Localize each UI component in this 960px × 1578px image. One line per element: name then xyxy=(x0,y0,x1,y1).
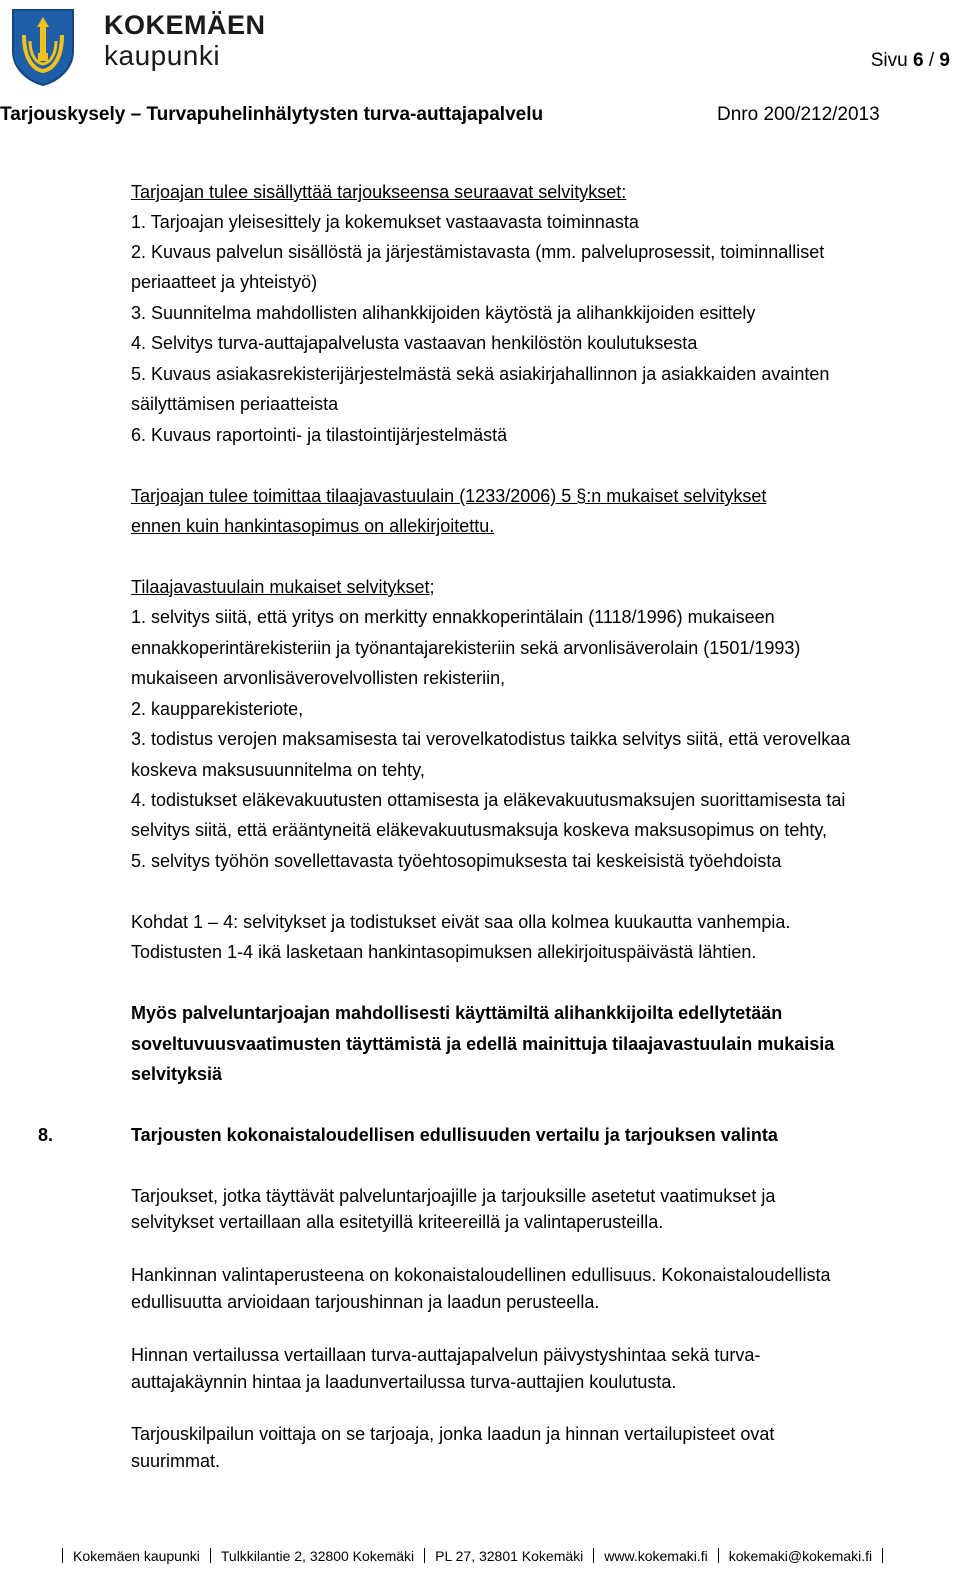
paragraph-line: Todistusten 1-4 ikä lasketaan hankintasopimuksen allekirjoituspäivästä lähtien. xyxy=(131,942,757,962)
paragraph-line: ennakkoperintärekisteriin ja työnantajarekisteriin sekä arvonlisäverolain (1501/1993) xyxy=(131,638,801,658)
paragraph-line: edullisuutta arvioidaan tarjoushinnan ja laadun perusteella. xyxy=(131,1292,600,1312)
paragraph-line: Tarjoukset, jotka täyttävät palveluntarjoajille ja tarjouksille asetetut vaatimukset ja xyxy=(131,1186,776,1206)
document-number: Dnro 200/212/2013 xyxy=(717,104,880,125)
paragraph-line: 5. selvitys työhön sovellettavasta työehtosopimuksesta tai keskeisistä työehdoista xyxy=(131,851,782,871)
paragraph-line: selvitys siitä, että erääntyneitä eläkevakuutusmaksuja koskeva maksusopimus on tehty, xyxy=(131,820,828,840)
paragraph-line: 4. todistukset eläkevakuutusten ottamisesta ja eläkevakuutusmaksujen suorittamisesta tai xyxy=(131,790,846,810)
paragraph-line: 4. Selvitys turva-auttajapalvelusta vastaavan henkilöstön koulutuksesta xyxy=(131,333,698,353)
brand-subtitle: kaupunki xyxy=(104,40,221,71)
paragraph-line: Kohdat 1 – 4: selvitykset ja todistukset eivät saa olla kolmea kuukautta vanhempia. xyxy=(131,912,791,932)
footer-email: kokemaki@kokemaki.fi xyxy=(728,1548,873,1564)
footer-address: Tulkkilantie 2, 32800 Kokemäki xyxy=(220,1548,415,1564)
paragraph-line: ennen kuin hankintasopimus on allekirjoitettu. xyxy=(131,516,495,536)
paragraph-line: 1. Tarjoajan yleisesittely ja kokemukset vastaavasta toiminnasta xyxy=(131,212,639,232)
footer-org: Kokemäen kaupunki xyxy=(73,1548,200,1564)
paragraph-line: Tarjouskilpailun voittaja on se tarjoaja, jonka laadun ja hinnan vertailupisteet ovat xyxy=(131,1424,775,1444)
paragraph-line: Myös palveluntarjoajan mahdollisesti käyttämiltä alihankkijoilta edellytetään xyxy=(131,1003,783,1023)
paragraph-line: auttajakäynnin hintaa ja laadunvertailussa turva-auttajien koulutusta. xyxy=(131,1372,677,1392)
paragraph-line: Hinnan vertailussa vertaillaan turva-auttajapalvelun päivystyshintaa sekä turva- xyxy=(131,1345,761,1365)
paragraph-line: suurimmat. xyxy=(131,1451,221,1471)
paragraph-line: 3. Suunnitelma mahdollisten alihankkijoiden käytöstä ja alihankkijoiden esittely xyxy=(131,303,756,323)
paragraph-line: Tarjoajan tulee toimittaa tilaajavastuulain (1233/2006) 5 §:n mukaiset selvitykset xyxy=(131,486,767,506)
paragraph-line: koskeva maksusuunnitelma on tehty, xyxy=(131,760,425,780)
paragraph-line: 5. Kuvaus asiakasrekisterijärjestelmästä sekä asiakirjahallinnon ja asiakkaiden avainten xyxy=(131,364,830,384)
section-heading: Tarjousten kokonaistaloudellisen edullisuuden vertailu ja tarjouksen valinta xyxy=(131,1125,778,1145)
paragraph-line: periaatteet ja yhteistyö) xyxy=(131,272,318,292)
page-number: Sivu 6 / 9 xyxy=(870,50,950,71)
paragraph-line: 2. kaupparekisteriote, xyxy=(131,699,304,719)
paragraph-line: 1. selvitys siitä, että yritys on merkitty ennakkoperintälain (1118/1996) mukaiseen xyxy=(131,607,775,627)
paragraph-line: selvitykset vertaillaan alla esitetyillä kriteereillä ja valintaperusteilla. xyxy=(131,1212,664,1232)
page-footer xyxy=(52,1548,893,1564)
paragraph-line: säilyttämisen periaatteista xyxy=(131,394,339,414)
brand-name: KOKEMÄEN xyxy=(104,10,266,40)
paragraph-line: 2. Kuvaus palvelun sisällöstä ja järjestämistavasta (mm. palveluprosessit, toiminnalliset xyxy=(131,242,825,262)
section-number: 8. xyxy=(38,1125,54,1145)
paragraph-line: Tilaajavastuulain mukaiset selvitykset; xyxy=(131,577,435,597)
paragraph-line: Tarjoajan tulee sisällyttää tarjoukseensa seuraavat selvitykset: xyxy=(131,182,627,202)
document-title: Tarjouskysely – Turvapuhelinhälytysten turva-auttajapalvelu xyxy=(0,104,544,125)
paragraph-line: selvityksiä xyxy=(131,1064,223,1084)
paragraph-line: Hankinnan valintaperusteena on kokonaistaloudellinen edullisuus. Kokonaistaloudellista xyxy=(131,1265,831,1285)
paragraph-line: mukaiseen arvonlisäverovelvollisten rekisteriin, xyxy=(131,668,506,688)
paragraph-line: 3. todistus verojen maksamisesta tai verovelkatodistus taikka selvitys siitä, että verovelkaa xyxy=(131,729,851,749)
footer-po-box: PL 27, 32801 Kokemäki xyxy=(435,1548,584,1564)
paragraph-line: soveltuvuusvaatimusten täyttämistä ja edellä mainittuja tilaajavastuulain mukaisia xyxy=(131,1034,835,1054)
coat-of-arms-icon xyxy=(10,7,76,87)
footer-website: www.kokemaki.fi xyxy=(604,1548,708,1564)
paragraph-line: 6. Kuvaus raportointi- ja tilastointijärjestelmästä xyxy=(131,425,508,445)
